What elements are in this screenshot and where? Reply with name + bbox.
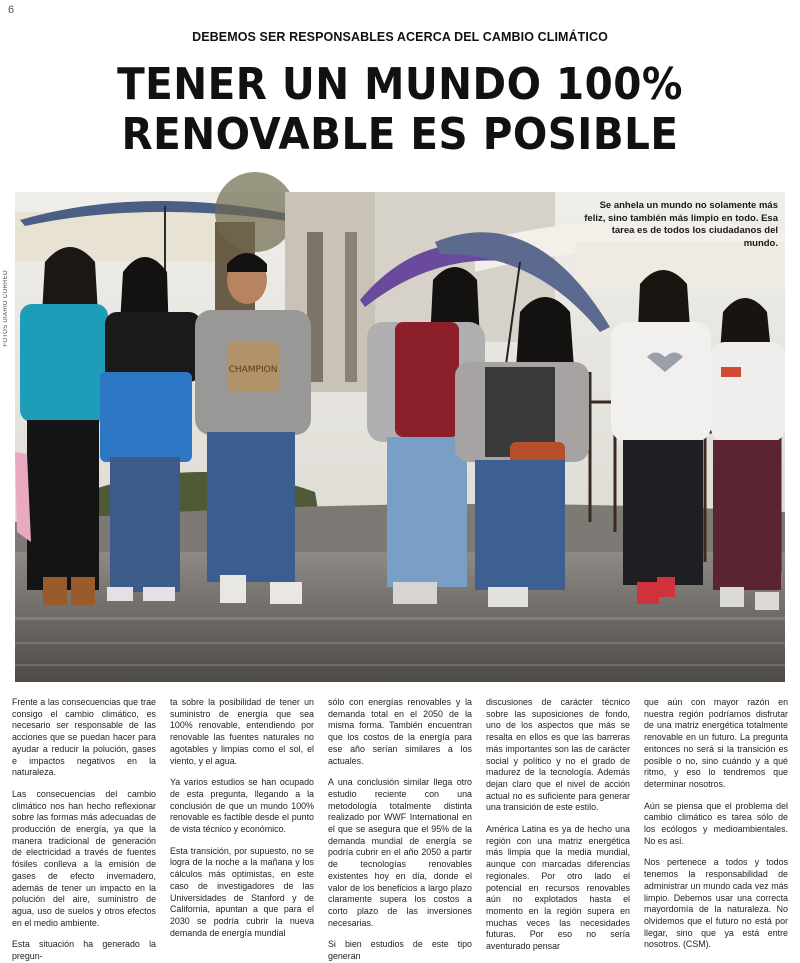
column-3 xyxy=(328,697,472,962)
paragraph: ta sobre la posibilidad de tener un suministro de energía que sea 100% renovable, entendiendo por renovable las fuentes naturales no agotables y limpias como el sol, el viento, y el agua. xyxy=(170,697,314,766)
person-7 xyxy=(711,298,785,610)
headline-line-2: RENOVABLE ES POSIBLE xyxy=(121,109,679,160)
paragraph: Ya varios estudios se han ocupado de esta pregunta, llegando a la conclusión de que un mundo 100% renovable es factible desde el punto de vista técnico y económico. xyxy=(170,777,314,835)
paragraph: sólo con energías renovables y la demanda total en el 2050 de la misma forma. También encuentran que los costos de la energía para ese año serían similares a los actuales. xyxy=(328,697,472,766)
photo-credit: FOTOS DIARIO CORREO xyxy=(3,270,9,347)
paragraph: Esta transición, por supuesto, no se logra de la noche a la mañana y los cálculos más optimistas, en este caso de investigadores de las Universidades de Stanford y de California, apuntan a que para el 2030 se podría cubrir la nueva demanda de energía mundial xyxy=(170,845,314,938)
paragraph: Las consecuencias del cambio climático nos han hecho reflexionar sobre las formas más adecuadas de producción de energía, ya que la manera tradicional de generación de electricidad a través de fuentes fósiles conlleva a la emisión de gases de efecto invernadero, además de tener un impacto en la polución del aire, suministro de agua, uso de suelos y otros efectos en el medio ambiente. xyxy=(12,788,156,928)
headline xyxy=(0,60,800,160)
headline-line-1: TENER UN MUNDO 100% xyxy=(117,59,683,110)
paragraph: Nos pertenece a todos y todos tenemos la responsabilidad de administrar un mundo cada vez más limpio. Debemos usar una correcta mayordomía de la naturaleza. No olvidemos que el futuro no está por llegar, sino que ya está entre nosotros. (CSM). xyxy=(644,857,788,950)
kicker: DEBEMOS SER RESPONSABLES ACERCA DEL CAMBIO CLIMÁTICO xyxy=(192,30,608,44)
paragraph: Si bien estudios de este tipo generan xyxy=(328,939,472,962)
photo-illustration xyxy=(15,192,785,682)
paragraph: Aún se piensa que el problema del cambio climático es tarea sólo de los ecólogos y medioambientales. No es así. xyxy=(644,800,788,846)
column-5 xyxy=(644,697,788,950)
paragraph: A una conclusión similar llega otro estudio reciente con una metodología totalmente distinta realizado por WWF International en el que se asegura que el 95% de la demanda mundial de energía se podría cubrir en el año 2050 a partir de tecnologías renovables existentes hoy en día, donde el valor de los beneficios a largo plazo claramente supera los costos a corto plazo de las inversiones necesarias. xyxy=(328,777,472,928)
paragraph: que aún con mayor razón en nuestra región podríamos disfrutar de una matriz energética totalmente renovable en un futuro. La pregunta entonces no será si la transición es posible o no, sino cuándo y a qué ritmo, y eso lo tendremos que determinar nosotros. xyxy=(644,697,788,789)
paragraph: discusiones de carácter técnico sobre las suposiciones de fondo, uno de los aspectos que más se resalta en ellos es que las barreras más importantes son las de carácter social y político y no el grado de madurez de la tecnología. Además dejan claro que el nivel de acción actual no es suficiente para generar una transición de este estilo. xyxy=(486,697,630,813)
photo xyxy=(15,192,785,682)
shirt-text: CHAMPION xyxy=(228,365,278,375)
column-4 xyxy=(486,697,630,952)
paragraph: Frente a las consecuencias que trae consigo el cambio climático, es necesario ser responsable de las acciones que se puedan hacer para ayudar a reducir la polución, gases e impactos negativos en la naturaleza. xyxy=(12,697,156,778)
photo-caption: Se anhela un mundo no solamente más feliz, sino también más limpio en todo. Esa tarea es de todos los ciudadanos del mundo. xyxy=(584,200,778,249)
column-2 xyxy=(170,697,314,938)
column-1 xyxy=(12,697,156,962)
page-number: 6 xyxy=(8,4,15,16)
paragraph: América Latina es ya de hecho una región con una matriz energética más limpia que la media mundial, aunque con marcadas diferencias regionales. Por otro lado el potencial en recursos renovables aún no explotados hasta el momento en la región supera en muchas veces las necesidades futuras. Por eso no sería aventurado pensar xyxy=(486,824,630,952)
paragraph: Esta situación ha generado la pregun- xyxy=(12,939,156,962)
article-body xyxy=(12,697,788,962)
